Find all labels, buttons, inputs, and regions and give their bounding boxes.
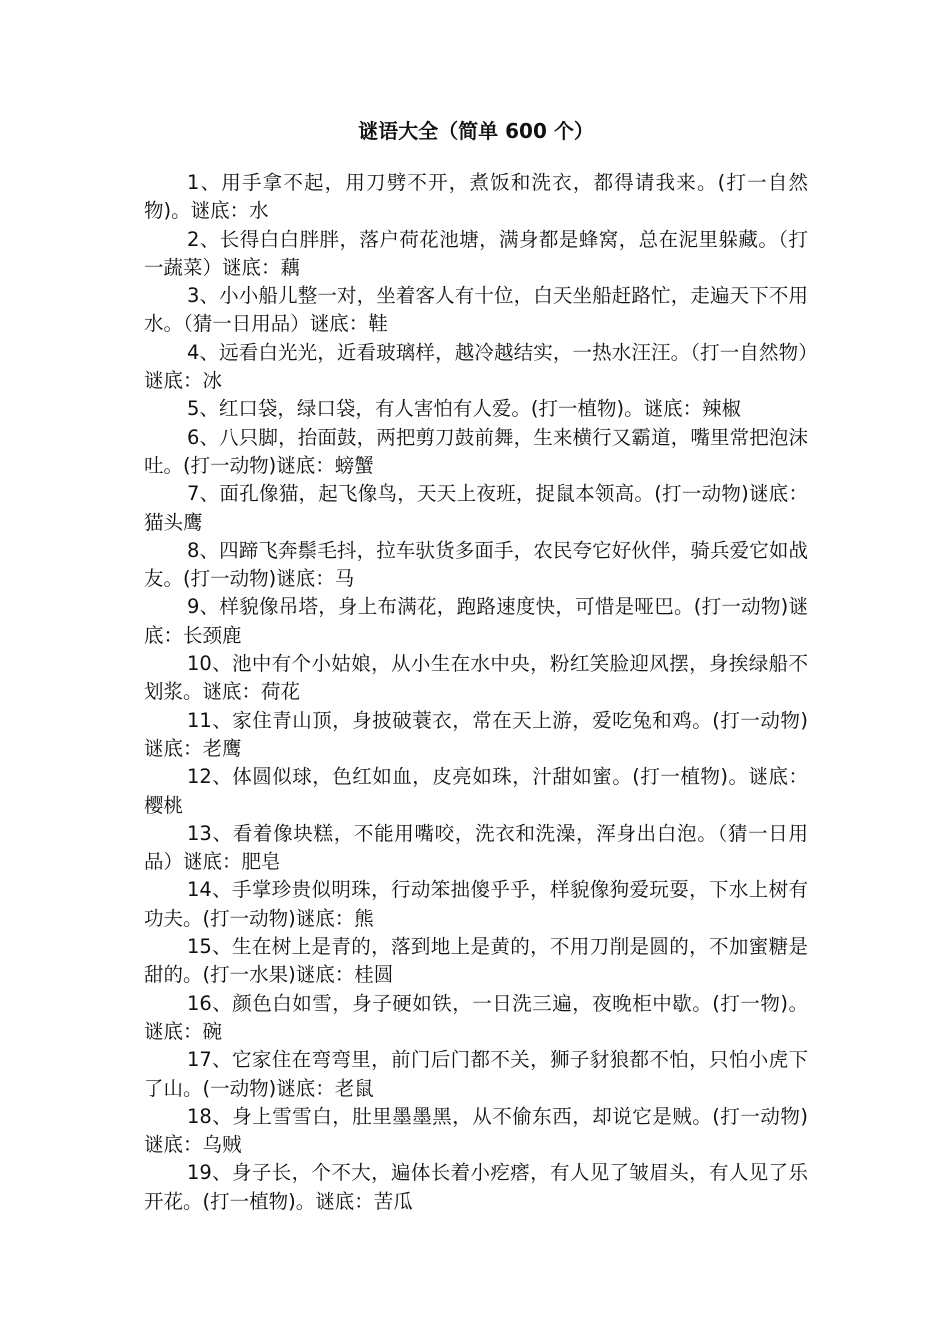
riddle-item: 10、池中有个小姑娘，从小生在水中央，粉红笑脸迎风摆，身挨绿船不划浆。谜底：荷花 — [144, 652, 808, 704]
riddle-item: 1、用手拿不起，用刀劈不开，煮饭和洗衣，都得请我来。(打一自然物)。谜底：水 — [144, 171, 808, 223]
riddle-item: 7、面孔像猫，起飞像鸟，天天上夜班，捉鼠本领高。(打一动物)谜底：猫头鹰 — [144, 482, 808, 534]
riddle-item: 3、小小船儿整一对，坐着客人有十位，白天坐船赶路忙，走遍天下不用水。（猜一日用品）谜底：鞋 — [144, 284, 808, 336]
riddle-item: 8、四蹄飞奔鬃毛抖，拉车驮货多面手，农民夸它好伙伴，骑兵爱它如战友。(打一动物)谜底：马 — [144, 538, 808, 591]
riddle-item: 5、红口袋，绿口袋，有人害怕有人爱。(打一植物)。谜底：辣椒 — [187, 397, 742, 421]
riddle-item: 6、八只脚，抬面鼓，两把剪刀鼓前舞，生来横行又霸道，嘴里常把泡沫吐。(打一动物)谜底：螃蟹 — [144, 425, 808, 477]
riddle-item: 17、它家住在弯弯里，前门后门都不关，狮子豺狼都不怕，只怕小虎下了山。(一动物)谜底：老鼠 — [144, 1048, 808, 1100]
riddle-list — [144, 169, 808, 1216]
riddle-item: 11、家住青山顶，身披破蓑衣，常在天上游，爱吃兔和鸡。(打一动物)谜底：老鹰 — [144, 708, 808, 760]
riddle-item: 2、长得白白胖胖，落户荷花池塘，满身都是蜂窝，总在泥里躲藏。（打一蔬菜）谜底：藕 — [144, 227, 808, 279]
riddle-item: 14、手掌珍贵似明珠，行动笨拙傻乎乎，样貌像狗爱玩耍，下水上树有功夫。(打一动物)谜底：熊 — [144, 878, 808, 930]
riddle-item: 18、身上雪雪白，肚里墨墨黑，从不偷东西，却说它是贼。(打一动物)谜底：乌贼 — [144, 1104, 808, 1157]
riddle-item: 12、体圆似球，色红如血，皮亮如珠，汁甜如蜜。(打一植物)。谜底：樱桃 — [144, 765, 808, 817]
riddle-item: 13、看着像块糕，不能用嘴咬，洗衣和洗澡，浑身出白泡。（猜一日用品）谜底：肥皂 — [144, 821, 808, 874]
document-title: 谜语大全（简单 600 个） — [358, 119, 594, 143]
riddle-item: 4、远看白光光，近看玻璃样，越冷越结实，一热水汪汪。（打一自然物）谜底：冰 — [144, 340, 808, 393]
document-page — [144, 116, 808, 1216]
riddle-item: 16、颜色白如雪，身子硬如铁，一日洗三遍，夜晚柜中歇。(打一物)。谜底：碗 — [144, 991, 808, 1043]
riddle-item: 19、身子长，个不大，遍体长着小疙瘩，有人见了皱眉头，有人见了乐开花。(打一植物)。谜底：苦瓜 — [144, 1161, 808, 1213]
riddle-item: 15、生在树上是青的，落到地上是黄的，不用刀削是圆的，不加蜜糖是甜的。(打一水果)谜底：桂圆 — [144, 935, 808, 987]
riddle-item: 9、样貌像吊塔，身上布满花，跑路速度快，可惜是哑巴。(打一动物)谜底：长颈鹿 — [144, 595, 808, 647]
